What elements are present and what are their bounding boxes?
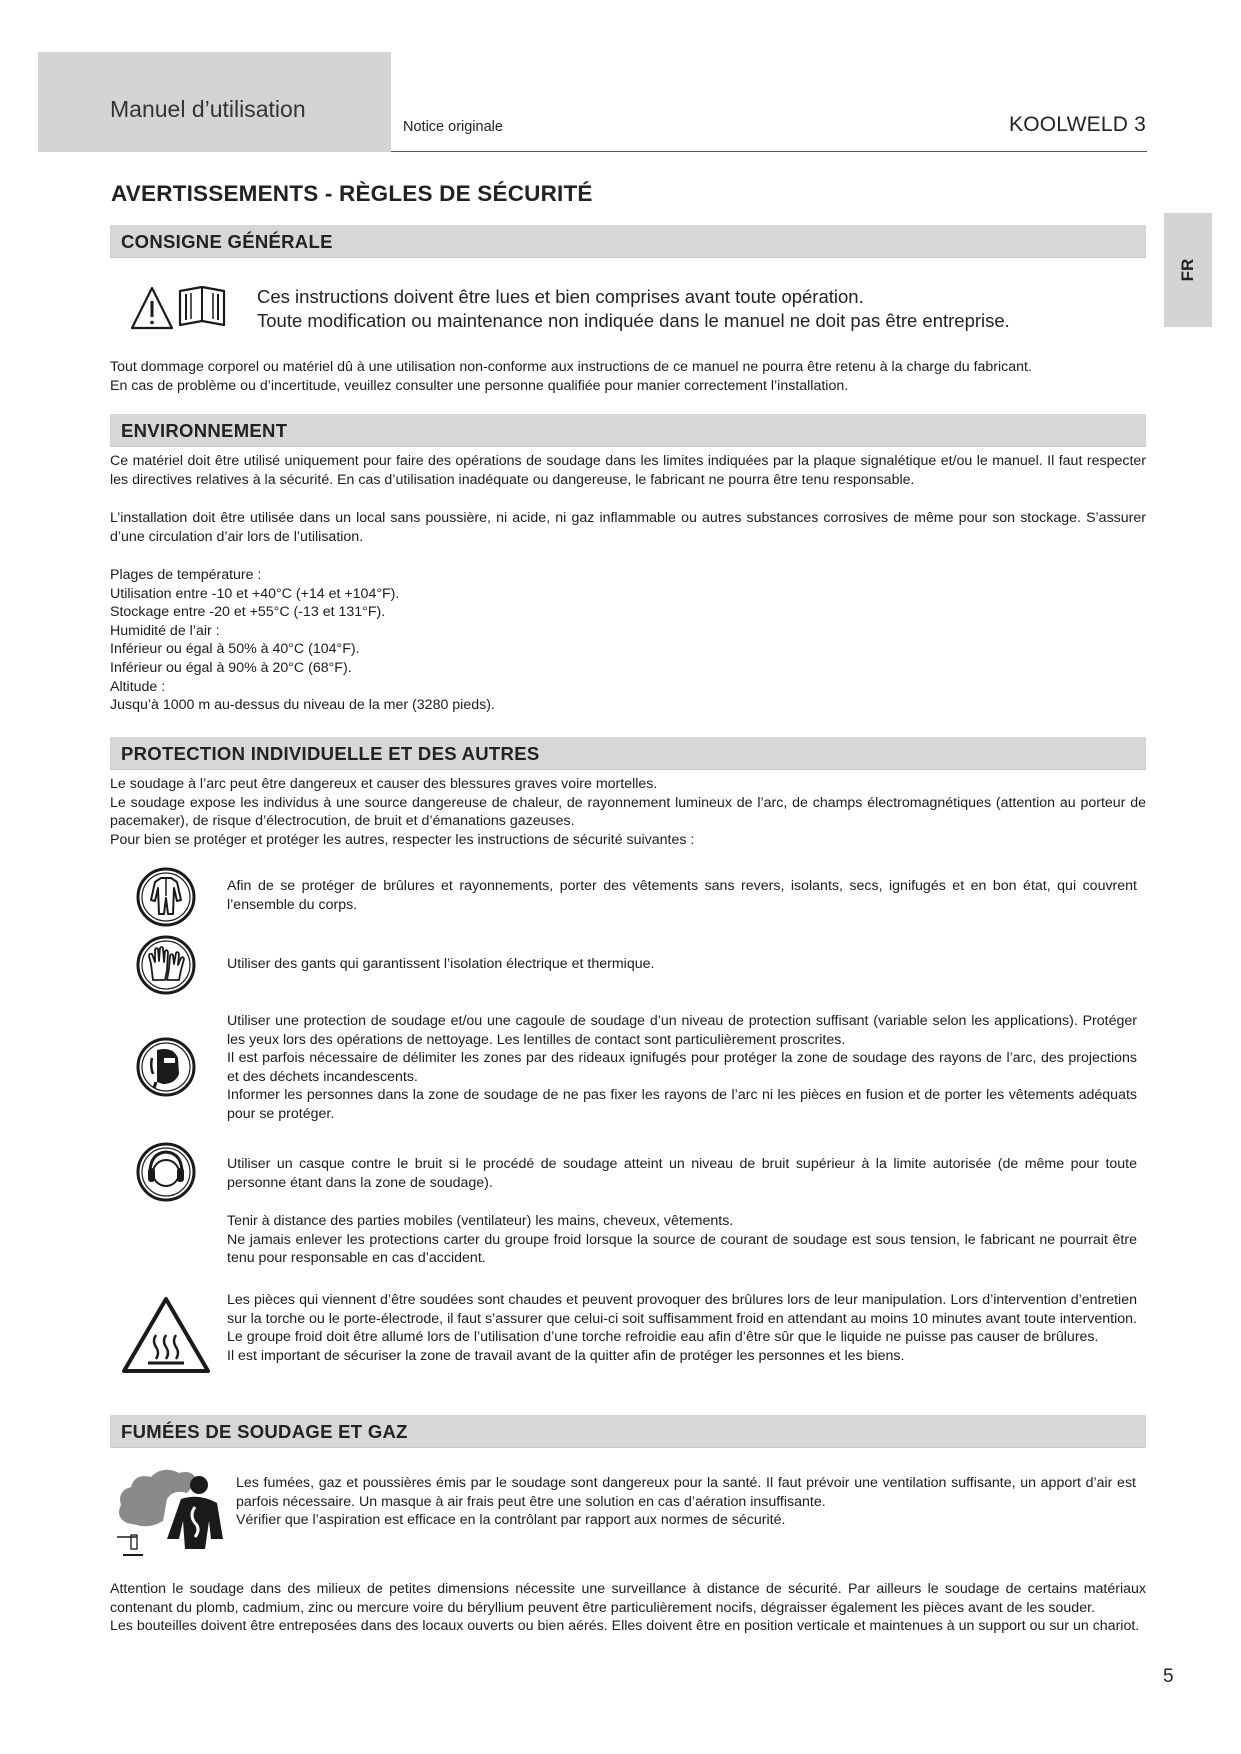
protective-gloves-icon [135,934,197,996]
fumees-body [110,1580,1146,1636]
protection-intro [110,775,1146,849]
language-label: FR [1178,258,1197,282]
paragraph: Le soudage à l’arc peut être dangereux et causer des blessures graves voire mortelles. [110,776,658,792]
warning-manual-icon [131,284,229,332]
paragraph: Ce matériel doit être utilisé uniquement pour faire des opérations de soudage dans les limites indiquées par la plaque signalétique et/ou le manuel. Il faut respecter les directives relatives à la sécurité. En cas d’utilisation inadéquate ou dangereuse, le fabricant ne pourra être tenu responsable. [110,453,1146,488]
paragraph: Informer les personnes dans la zone de soudage de ne pas fixer les rayons de l’arc ni les pièces en fusion et de porter les vêtements adéquats pour se protéger. [227,1087,1137,1122]
protection-gloves-text [227,955,1137,974]
condition-line: Jusqu’à 1000 m au-dessus du niveau de la mer (3280 pieds). [110,697,495,714]
fumees-intro-text [236,1474,1136,1530]
condition-line: Plages de température : [110,567,262,583]
section-heading-consigne: CONSIGNE GÉNÉRALE [110,225,1146,258]
paragraph: Utiliser des gants qui garantissent l’isolation électrique et thermique. [227,956,655,972]
section-heading-protection: PROTECTION INDIVIDUELLE ET DES AUTRES [110,737,1146,770]
paragraph: Afin de se protéger de brûlures et rayonnements, porter des vêtements sans revers, isolants, secs, ignifugés et en bon état, qui couvrent l’ensemble du corps. [227,878,1137,913]
page-title: AVERTISSEMENTS - RÈGLES DE SÉCURITÉ [111,181,593,206]
paragraph: Le soudage expose les individus à une source dangereuse de chaleur, de rayonnement lumineux de l’arc, de champs électromagnétiques (attention au porteur de pacemaker), de risque d’électrocution, de bruit et d’émanations gazeuses. [110,794,1146,830]
page-number: 5 [1163,1666,1174,1687]
header-subtitle: Notice originale [403,119,503,135]
welding-mask-icon [135,1036,197,1098]
condition-line: Inférieur ou égal à 50% à 40°C (104°F). [110,641,360,658]
manual-title: Manuel d’utilisation [110,96,306,122]
paragraph: Les bouteilles doivent être entreposées dans des locaux ouverts ou bien aérés. Elles doivent être en position verticale et maintenues à un support ou sur un chariot. [110,1618,1140,1635]
protection-clothing-text [227,877,1137,914]
consigne-intro-line: Toute modification ou maintenance non indiquée dans le manuel ne doit pas être entreprise. [257,310,1010,331]
paragraph: Il est parfois nécessaire de délimiter les zones par des rideaux ignifugés pour protéger la zone de soudage des rayons de l’arc, des projections et des déchets incandescents. [227,1050,1137,1085]
environnement-para1 [110,452,1146,489]
consigne-body-line: En cas de problème ou d’incertitude, veuillez consulter une personne qualifiée pour manier correctement l’installation. [110,377,849,394]
paragraph: L’installation doit être utilisée dans un local sans poussière, ni acide, ni gaz inflammable ou autres substances corrosives de même pour son stockage. S’assurer d’une circulation d’air lors de l’utilisation. [110,510,1146,545]
paragraph: Vérifier que l’aspiration est efficace en la contrôlant par rapport aux normes de sécurité. [236,1512,786,1529]
condition-line: Inférieur ou égal à 90% à 20°C (68°F). [110,659,352,676]
welding-fumes-icon [113,1463,229,1561]
protective-clothing-icon [135,866,197,928]
consigne-intro [257,285,1010,333]
protection-ear-text [227,1155,1137,1192]
language-tab [1164,213,1212,327]
condition-line: Utilisation entre -10 et +40°C (+14 et +104°F). [110,585,400,602]
paragraph: Attention le soudage dans des milieux de petites dimensions nécessite une surveillance à distance de sécurité. Par ailleurs le soudage de certains matériaux contenant du plomb, cadmium, zinc ou mercure voire du béryllium peuvent être particulièrement nocifs, dégraisser également les pièces avant de les souder. [110,1581,1146,1616]
condition-line: Stockage entre -20 et +55°C (-13 et 131°F). [110,604,386,621]
section-heading-fumees: FUMÉES DE SOUDAGE ET GAZ [110,1415,1146,1448]
protection-hot-parts-text [227,1291,1137,1365]
header-title-box [38,52,391,152]
header-model: KOOLWELD 3 [1009,113,1146,136]
consigne-body-line: Tout dommage corporel ou matériel dû à une utilisation non-conforme aux instructions de ce manuel ne pourra être retenu à la charge du fabricant. [110,359,1032,375]
protection-mask-text [227,1012,1137,1124]
protection-moving-parts-text [227,1212,1137,1268]
section-heading-environnement: ENVIRONNEMENT [110,414,1146,447]
header-rule [391,151,1147,152]
ear-protection-icon [135,1141,197,1203]
paragraph: Les fumées, gaz et poussières émis par le soudage sont dangereux pour la santé. Il faut prévoir une ventilation suffisante, un apport d’air est parfois nécessaire. Un masque à air frais peut être une solution en cas d’aération insuffisante. [236,1475,1136,1510]
hot-surface-icon [120,1295,212,1375]
paragraph: Les pièces qui viennent d’être soudées sont chaudes et peuvent provoquer des brûlures lors de leur manipulation. Lors d’intervention d’entretien sur la torche ou le porte-électrode, il faut s’assurer que celui-ci soit suffisamment froid en attendant au moins 10 minutes avant toute intervention. Le groupe froid doit être allumé lors de l’utilisation d’une torche refroidie eau afin d’être sûr que le liquide ne puisse pas causer de brûlures. [227,1292,1137,1346]
condition-line: Humidité de l’air : [110,622,220,639]
paragraph: Utiliser un casque contre le bruit si le procédé de soudage atteint un niveau de bruit supérieur à la limite autorisée (de même pour toute personne étant dans la zone de soudage). [227,1156,1137,1191]
consigne-body [110,358,1146,395]
environnement-para2 [110,509,1146,546]
environnement-conditions [110,566,810,715]
paragraph: Ne jamais enlever les protections carter du groupe froid lorsque la source de courant de soudage est sous tension, le fabricant ne pourrait être tenu pour responsable en cas d’accident. [227,1231,1137,1267]
paragraph: Il est important de sécuriser la zone de travail avant de la quitter afin de protéger les personnes et les biens. [227,1347,905,1364]
paragraph: Utiliser une protection de soudage et/ou une cagoule de soudage d’un niveau de protection suffisant (variable selon les applications). Protéger les yeux lors des opérations de nettoyage. Les lentilles de contact sont particulièrement proscrites. [227,1013,1137,1048]
paragraph: Tenir à distance des parties mobiles (ventilateur) les mains, cheveux, vêtements. [227,1213,734,1229]
condition-line: Altitude : [110,678,166,695]
consigne-intro-line: Ces instructions doivent être lues et bien comprises avant toute opération. [257,286,864,307]
paragraph: Pour bien se protéger et protéger les autres, respecter les instructions de sécurité suivantes : [110,831,695,848]
